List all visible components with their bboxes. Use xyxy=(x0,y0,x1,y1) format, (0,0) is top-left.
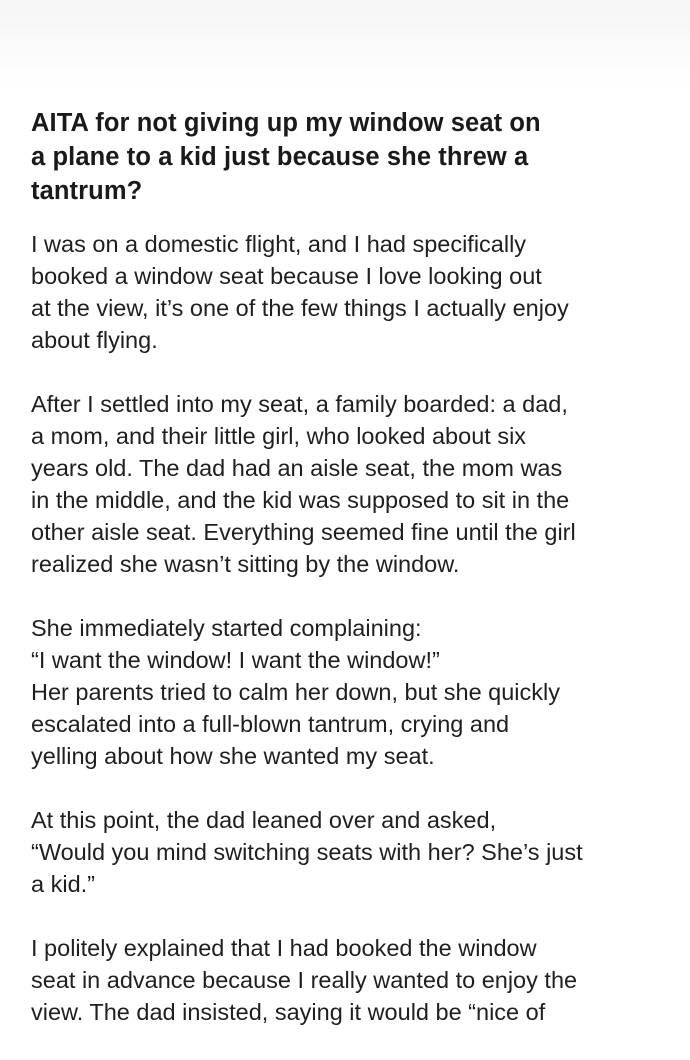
top-header-fade xyxy=(0,0,690,90)
post-paragraph-2: After I settled into my seat, a family boarded: a dad, a mom, and their little girl, who looked about six years old. The dad had an aisle seat, the mom was in the middle, and the kid was supposed to sit in the other aisle seat. Everything seemed fine until the girl realized she wasn’t sitting by the window. xyxy=(31,391,576,577)
post-title: AITA for not giving up my window seat on a plane to a kid just because she threw a tantrum? xyxy=(31,109,541,205)
post-paragraph-3: She immediately started complaining: “I want the window! I want the window!” Her parents tried to calm her down, but she quickly escalated into a full-blown tantrum, crying and yelling about how she wanted my seat. xyxy=(31,615,561,769)
post-article xyxy=(31,106,661,1060)
post-paragraph-4: At this point, the dad leaned over and asked, “Would you mind switching seats with her? She’s just a kid.” xyxy=(31,807,583,897)
post-paragraph-5: I politely explained that I had booked the window seat in advance because I really wanted to enjoy the view. The dad insisted, saying it would be “nice of xyxy=(31,935,578,1025)
post-paragraph-1: I was on a domestic flight, and I had specifically booked a window seat because I love looking out at the view, it’s one of the few things I actually enjoy about flying. xyxy=(31,231,569,353)
